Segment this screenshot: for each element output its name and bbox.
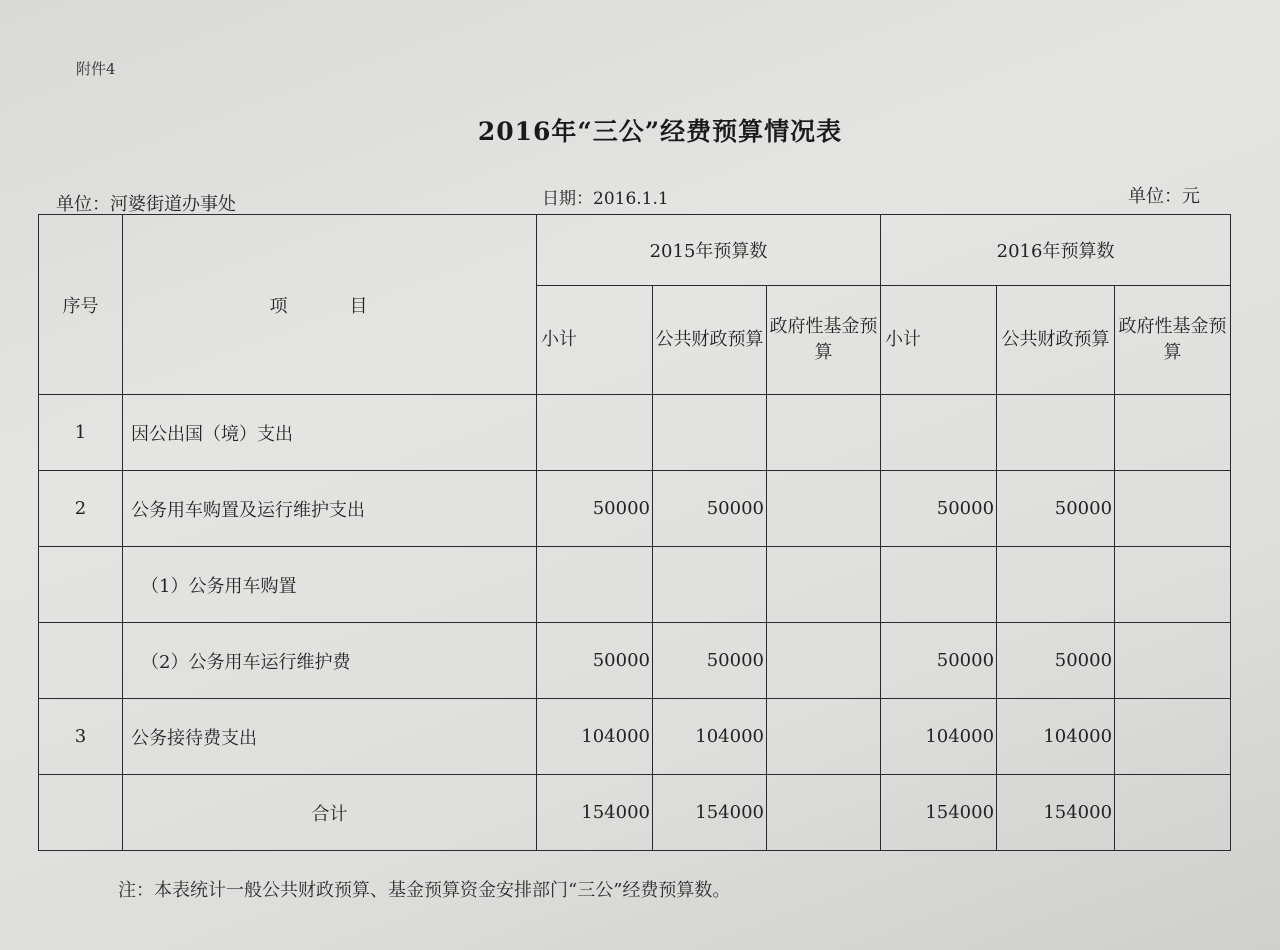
row-2016-public xyxy=(997,547,1115,623)
header-2016: 2016年预算数 xyxy=(881,215,1231,286)
total-row xyxy=(39,775,1231,851)
attachment-label: 附件4 xyxy=(76,60,116,78)
budget-table xyxy=(38,214,1231,851)
row-2015-fund xyxy=(767,547,881,623)
row-2015-fund xyxy=(767,471,881,547)
row-2016-public: 50000 xyxy=(997,471,1115,547)
row-2015-public: 104000 xyxy=(653,699,767,775)
row-2015-subtotal: 50000 xyxy=(537,623,653,699)
row-seq xyxy=(39,547,123,623)
row-2015-fund xyxy=(767,699,881,775)
table-row xyxy=(39,471,1231,547)
row-2015-fund xyxy=(767,623,881,699)
row-2016-fund xyxy=(1115,547,1231,623)
row-seq xyxy=(39,775,123,851)
row-2016-fund xyxy=(1115,623,1231,699)
row-2016-subtotal xyxy=(881,395,997,471)
row-2015-subtotal: 154000 xyxy=(537,775,653,851)
row-2016-public: 154000 xyxy=(997,775,1115,851)
row-item: （2）公务用车运行维护费 xyxy=(123,623,537,699)
row-2015-subtotal: 104000 xyxy=(537,699,653,775)
header-item: 项 目 xyxy=(123,215,537,395)
row-2016-subtotal: 154000 xyxy=(881,775,997,851)
table-row xyxy=(39,395,1231,471)
row-seq: 1 xyxy=(39,395,123,471)
document-title: 2016年“三公”经费预算情况表 xyxy=(477,117,843,146)
header-seq: 序号 xyxy=(39,215,123,395)
row-2015-public: 50000 xyxy=(653,471,767,547)
row-2015-public: 50000 xyxy=(653,623,767,699)
row-2016-fund xyxy=(1115,699,1231,775)
row-2015-subtotal: 50000 xyxy=(537,471,653,547)
row-2015-public: 154000 xyxy=(653,775,767,851)
row-seq xyxy=(39,623,123,699)
header-2015-gov-fund: 政府性基金预算 xyxy=(767,286,881,395)
row-2015-subtotal xyxy=(537,547,653,623)
row-item: 因公出国（境）支出 xyxy=(123,395,537,471)
row-2015-public xyxy=(653,547,767,623)
row-2015-subtotal xyxy=(537,395,653,471)
header-2015-subtotal: 小计 xyxy=(537,286,653,395)
row-item: （1）公务用车购置 xyxy=(123,547,537,623)
row-item: 公务接待费支出 xyxy=(123,699,537,775)
row-2015-fund xyxy=(767,775,881,851)
header-2016-subtotal: 小计 xyxy=(881,286,997,395)
row-2016-subtotal: 50000 xyxy=(881,471,997,547)
row-2016-public: 50000 xyxy=(997,623,1115,699)
row-item: 公务用车购置及运行维护支出 xyxy=(123,471,537,547)
row-2015-public xyxy=(653,395,767,471)
row-item-total: 合计 xyxy=(123,775,537,851)
row-seq: 3 xyxy=(39,699,123,775)
table-row xyxy=(39,547,1231,623)
row-2016-subtotal: 50000 xyxy=(881,623,997,699)
row-2016-subtotal xyxy=(881,547,997,623)
row-2016-fund xyxy=(1115,775,1231,851)
header-2015-public-finance: 公共财政预算 xyxy=(653,286,767,395)
table-row xyxy=(39,623,1231,699)
row-2016-public: 104000 xyxy=(997,699,1115,775)
header-2016-gov-fund: 政府性基金预算 xyxy=(1115,286,1231,395)
row-2016-fund xyxy=(1115,395,1231,471)
organization-unit: 单位：河婆街道办事处 xyxy=(56,194,236,215)
header-2015: 2015年预算数 xyxy=(537,215,881,286)
header-2016-public-finance: 公共财政预算 xyxy=(997,286,1115,395)
row-2015-fund xyxy=(767,395,881,471)
footnote: 注：本表统计一般公共财政预算、基金预算资金安排部门“三公”经费预算数。 xyxy=(118,880,731,901)
currency-unit: 单位：元 xyxy=(1128,186,1200,207)
row-seq: 2 xyxy=(39,471,123,547)
row-2016-public xyxy=(997,395,1115,471)
header-row-years xyxy=(39,215,1231,286)
document-date: 日期：2016.1.1 xyxy=(542,189,669,209)
row-2016-subtotal: 104000 xyxy=(881,699,997,775)
table-row xyxy=(39,699,1231,775)
row-2016-fund xyxy=(1115,471,1231,547)
